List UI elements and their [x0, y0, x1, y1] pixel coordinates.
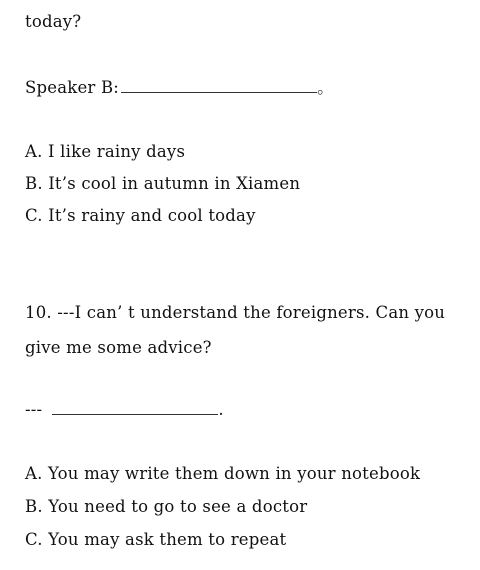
speaker-b-line: [25, 78, 334, 98]
question-10-answer-line: [25, 400, 224, 420]
answer-prefix: ---: [25, 400, 43, 419]
option-10-c: C. You may ask them to repeat: [25, 530, 287, 549]
option-b: B. It’s cool in autumn in Xiamen: [25, 174, 301, 193]
answer-end: .: [218, 400, 224, 419]
question-10-line2: give me some advice?: [25, 338, 212, 357]
speaker-b-label: Speaker B:: [25, 78, 120, 97]
question-10-line1: 10. ---I can’ t understand the foreigners. Can you: [25, 303, 446, 322]
question-continuation: today?: [25, 12, 82, 31]
answer-blank-10[interactable]: [52, 400, 218, 415]
answer-blank[interactable]: [121, 78, 317, 93]
speaker-b-end: 。: [317, 78, 334, 97]
option-10-b: B. You need to go to see a doctor: [25, 497, 308, 516]
option-a: A. I like rainy days: [25, 142, 186, 161]
option-c: C. It’s rainy and cool today: [25, 206, 256, 225]
option-10-a: A. You may write them down in your notebook: [25, 464, 421, 483]
